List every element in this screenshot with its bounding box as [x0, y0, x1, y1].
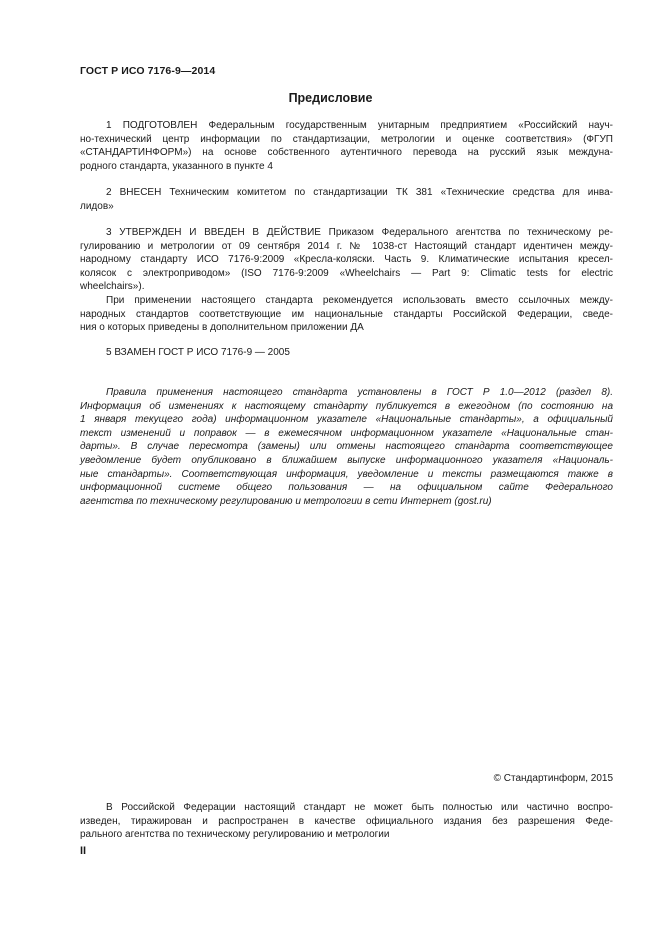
text-line: дарты». В случае пересмотра (замены) или отмены настоящего стандарта соответствующее — [80, 441, 613, 453]
text-line: ные стандарты». Соответствующая информация, уведомление и тексты размещаются также в — [80, 468, 613, 480]
paragraph-replaces — [80, 346, 613, 360]
text-line: Информация об изменениях к настоящему стандарту публикуется в ежегодном (по состоянию на — [80, 400, 613, 412]
text-line: родного стандарта, указанного в пункте 4 — [80, 160, 273, 172]
text-line: но-технический центр информации по стандартизации, метрологии и оценке соответствия» (ФГУП — [80, 133, 613, 145]
paragraph-introduced-by — [80, 186, 613, 213]
text-line: ния о которых приведены в дополнительном приложении ДА — [80, 322, 364, 334]
text-line: Правила применения настоящего стандарта установлены в ГОСТ Р 1.0—2012 (раздел 8). — [106, 387, 613, 398]
text-line: 1 ПОДГОТОВЛЕН Федеральным государственным унитарным предприятием «Российский науч- — [106, 120, 613, 131]
text-line: рального агентства по техническому регулированию и метрологии — [80, 829, 390, 841]
text-line: народному стандарту ИСО 7176-9:2009 «Кресла-коляски. Часть 9. Климатические испытания кресел- — [80, 254, 613, 266]
document-code-header: ГОСТ Р ИСО 7176-9—2014 — [80, 65, 216, 77]
page-number: II — [80, 845, 87, 857]
text-line: 1 января текущего года) информационном указателе «Национальные стандарты», а официальный — [80, 414, 613, 426]
text-line: лидов» — [80, 200, 114, 212]
legal-notice — [80, 386, 613, 508]
text-line: В Российской Федерации настоящий стандарт не может быть полностью или частично воспро- — [106, 802, 613, 813]
text-line: текст изменений и поправок — в ежемесячном информационном указателе «Национальные стан- — [80, 427, 613, 439]
text-line: 5 ВЗАМЕН ГОСТ Р ИСО 7176-9 — 2005 — [106, 347, 290, 358]
reproduction-notice — [80, 801, 613, 842]
text-line: изведен, тиражирован и распространен в качестве официального издания без разрешения Феде- — [80, 815, 613, 827]
text-line: агентства по техническому регулированию и метрологии в сети Интернет (gost.ru) — [80, 495, 492, 507]
paragraph-prepared-by — [80, 119, 613, 173]
paragraph-approved — [80, 226, 613, 335]
text-line: информационной системе общего пользования — на официальном сайте Федерального — [80, 482, 613, 494]
text-line: 3 УТВЕРЖДЕН И ВВЕДЕН В ДЕЙСТВИЕ Приказом Федерального агентства по техническому ре- — [106, 227, 613, 238]
text-line: wheelchairs»). — [80, 281, 145, 293]
text-line: «СТАНДАРТИНФОРМ») на основе собственного аутентичного перевода на русский язык междуна- — [80, 147, 613, 159]
text-line: народных стандартов соответствующие им национальные стандарты Российской Федерации, сведе- — [80, 308, 613, 320]
text-line: гулированию и метрологии от 09 сентября 2014 г. № 1038-ст Настоящий стандарт идентичен между- — [80, 240, 613, 252]
copyright-notice: © Стандартинформ, 2015 — [493, 773, 613, 784]
text-line: колясок с электроприводом» (ISO 7176-9:2009 «Wheelchairs — Part 9: Climatic tests for electric — [80, 267, 613, 279]
text-line: уведомление будет опубликовано в ближайшем выпуске информационного указателя «Националь- — [80, 454, 613, 466]
page-title: Предисловие — [288, 91, 373, 105]
text-line: 2 ВНЕСЕН Техническим комитетом по стандартизации ТК 381 «Технические средства для инва- — [106, 187, 613, 198]
text-line: При применении настоящего стандарта рекомендуется использовать вместо ссылочных между- — [106, 294, 613, 306]
